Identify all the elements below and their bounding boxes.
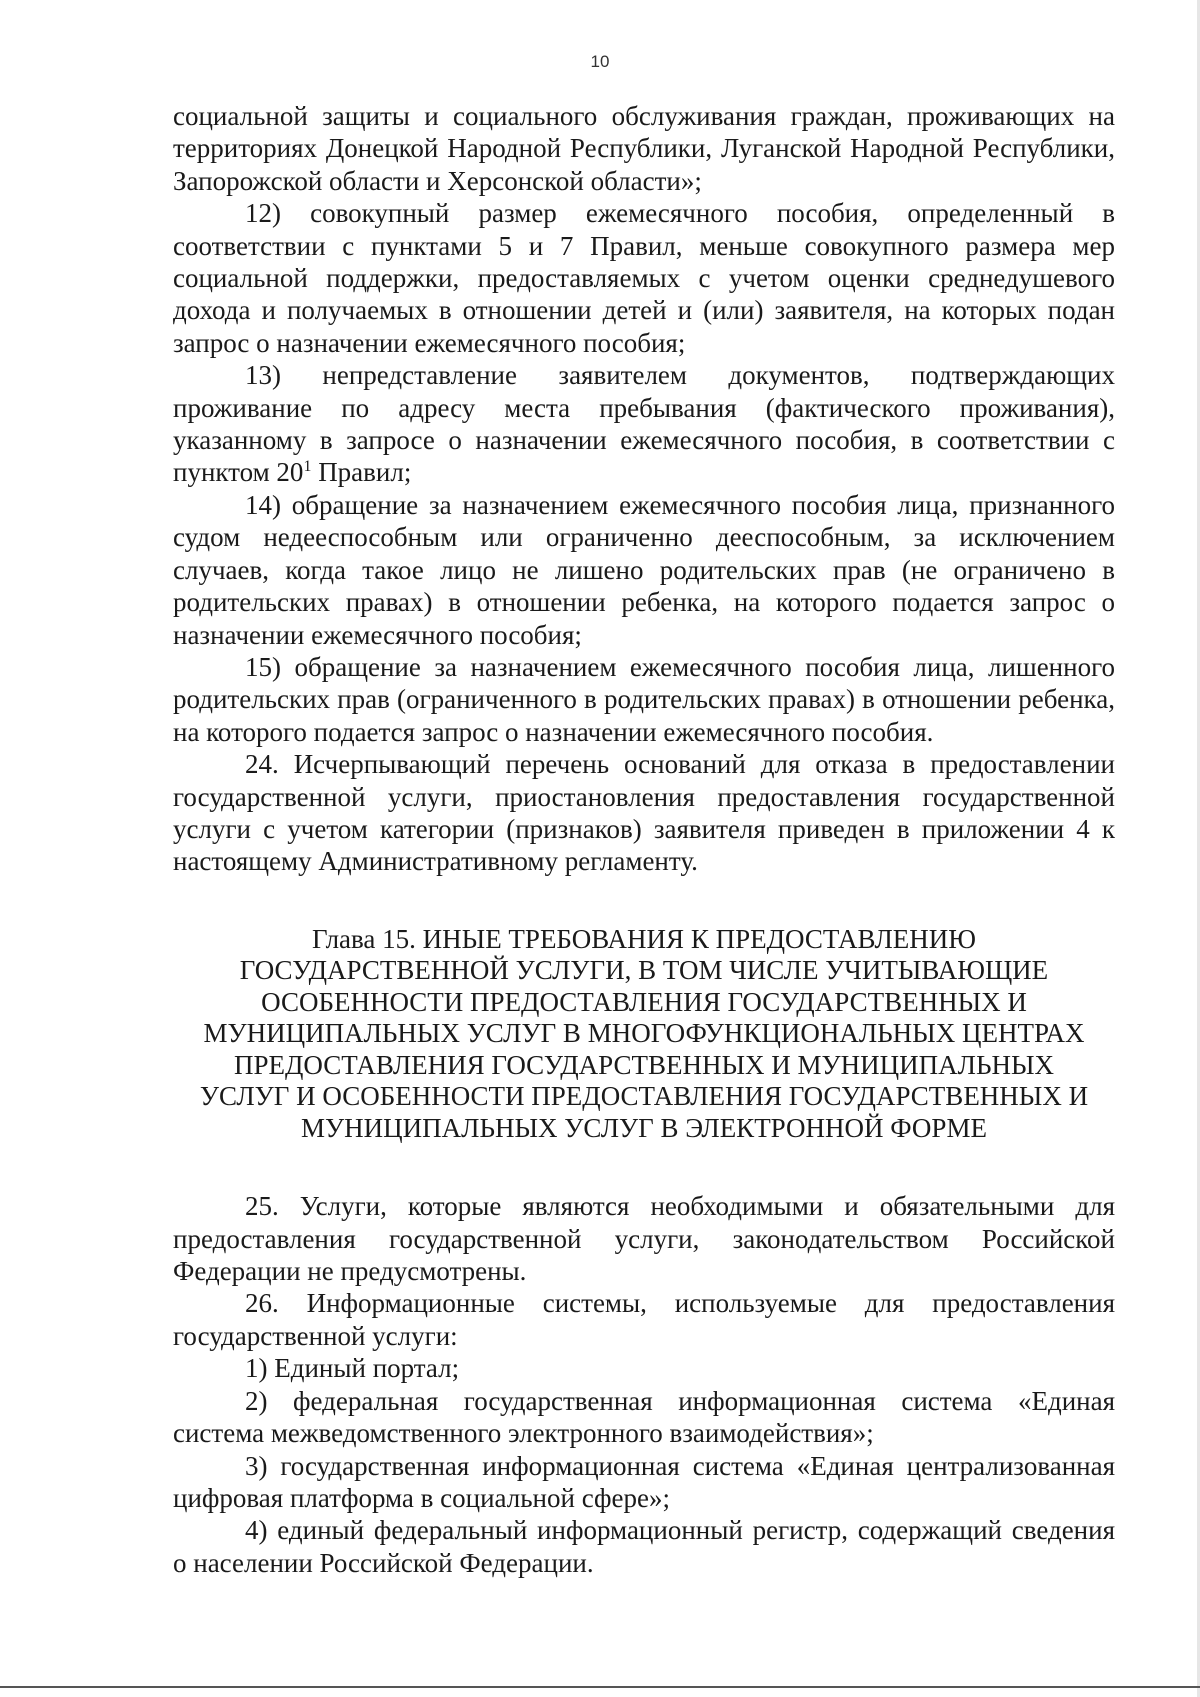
paragraph-25: 25. Услуги, которые являются необходимыми и обязательными для предоставления государственной услуги, законодательством Российской Федерации не предусмотрены.: [173, 1191, 1115, 1287]
list-item-4: 4) единый федеральный информационный регистр, содержащий сведения о населении Российской Федерации.: [173, 1515, 1115, 1578]
chapter-title: [173, 924, 1115, 1145]
paragraph-item-12: 12) совокупный размер ежемесячного пособия, определенный в соответствии с пунктами 5 и 7 Правил, меньше совокупного размера мер социальной поддержки, предоставляемых с учетом оценки среднедушевого дохода и получаемых в отношении детей и (или) заявителя, на которых подан запрос о назначении ежемесячного пособия;: [173, 198, 1115, 358]
paragraph-item-14: 14) обращение за назначением ежемесячного пособия лица, признанного судом недееспособным или ограниченно дееспособным, за исключением случаев, когда такое лицо не лишено родительских прав (не ограничено в родительских правах) в отношении ребенка, на которого подается запрос о назначении ежемесячного пособия;: [173, 489, 1115, 650]
scan-bottom-edge: [0, 1686, 1200, 1688]
chapter-title-line: ОСОБЕННОСТИ ПРЕДОСТАВЛЕНИЯ ГОСУДАРСТВЕННЫХ И: [261, 986, 1027, 1017]
chapter-title-line: УСЛУГ И ОСОБЕННОСТИ ПРЕДОСТАВЛЕНИЯ ГОСУДАРСТВЕННЫХ И: [199, 1081, 1089, 1112]
paragraph-26: 26. Информационные системы, используемые для предоставления государственной услуги:: [173, 1288, 1115, 1351]
chapter-title-line: МУНИЦИПАЛЬНЫХ УСЛУГ В МНОГОФУНКЦИОНАЛЬНЫХ ЦЕНТРАХ: [203, 1018, 1085, 1049]
list-item-2: 2) федеральная государственная информационная система «Единая система межведомственного электронного взаимодействия»;: [173, 1385, 1115, 1449]
chapter-title-line: ПРЕДОСТАВЛЕНИЯ ГОСУДАРСТВЕННЫХ И МУНИЦИПАЛЬНЫХ: [233, 1049, 1055, 1080]
item-13-text-end: Правил;: [311, 457, 412, 488]
list-item-1: 1) Единый портал;: [245, 1353, 460, 1384]
paragraph-item-15: 15) обращение за назначением ежемесячного пособия лица, лишенного родительских прав (ограниченного в родительских правах) в отношении ребенка, на которого подается запрос о назначении ежемесячного пособия.: [173, 651, 1115, 747]
paragraph-continuation: социальной защиты и социального обслуживания граждан, проживающих на территориях Донецкой Народной Республики, Луганской Народной Республики, Запорожской области и Херсонской области»;: [173, 101, 1115, 196]
paragraph-24: 24. Исчерпывающий перечень оснований для отказа в предоставлении государственной услуги, приостановления предоставления государственной услуги с учетом категории (признаков) заявителя приведен в приложении 4 к настоящему Административному регламенту.: [173, 749, 1115, 877]
chapter-title-line: ГОСУДАРСТВЕННОЙ УСЛУГИ, В ТОМ ЧИСЛЕ УЧИТЫВАЮЩИЕ: [239, 955, 1049, 986]
list-item-3: 3) государственная информационная система «Единая централизованная цифровая платформа в социальной сфере»;: [173, 1450, 1115, 1513]
item-13-superscript: 1: [303, 458, 312, 476]
item-13-text: 13) непредставление заявителем документов, подтверждающих проживание по адресу места пребывания (фактического проживания), указанному в запросе о назначении ежемесячного пособия, в соответствии с пунктом 20: [173, 360, 1115, 488]
paragraph-item-13: [173, 359, 1115, 489]
chapter-title-line: Глава 15. ИНЫЕ ТРЕБОВАНИЯ К ПРЕДОСТАВЛЕНИЮ: [311, 923, 977, 954]
chapter-title-line: МУНИЦИПАЛЬНЫХ УСЛУГ В ЭЛЕКТРОННОЙ ФОРМЕ: [301, 1112, 987, 1143]
document-body: [173, 100, 1115, 1579]
page-number: 10: [590, 52, 610, 71]
